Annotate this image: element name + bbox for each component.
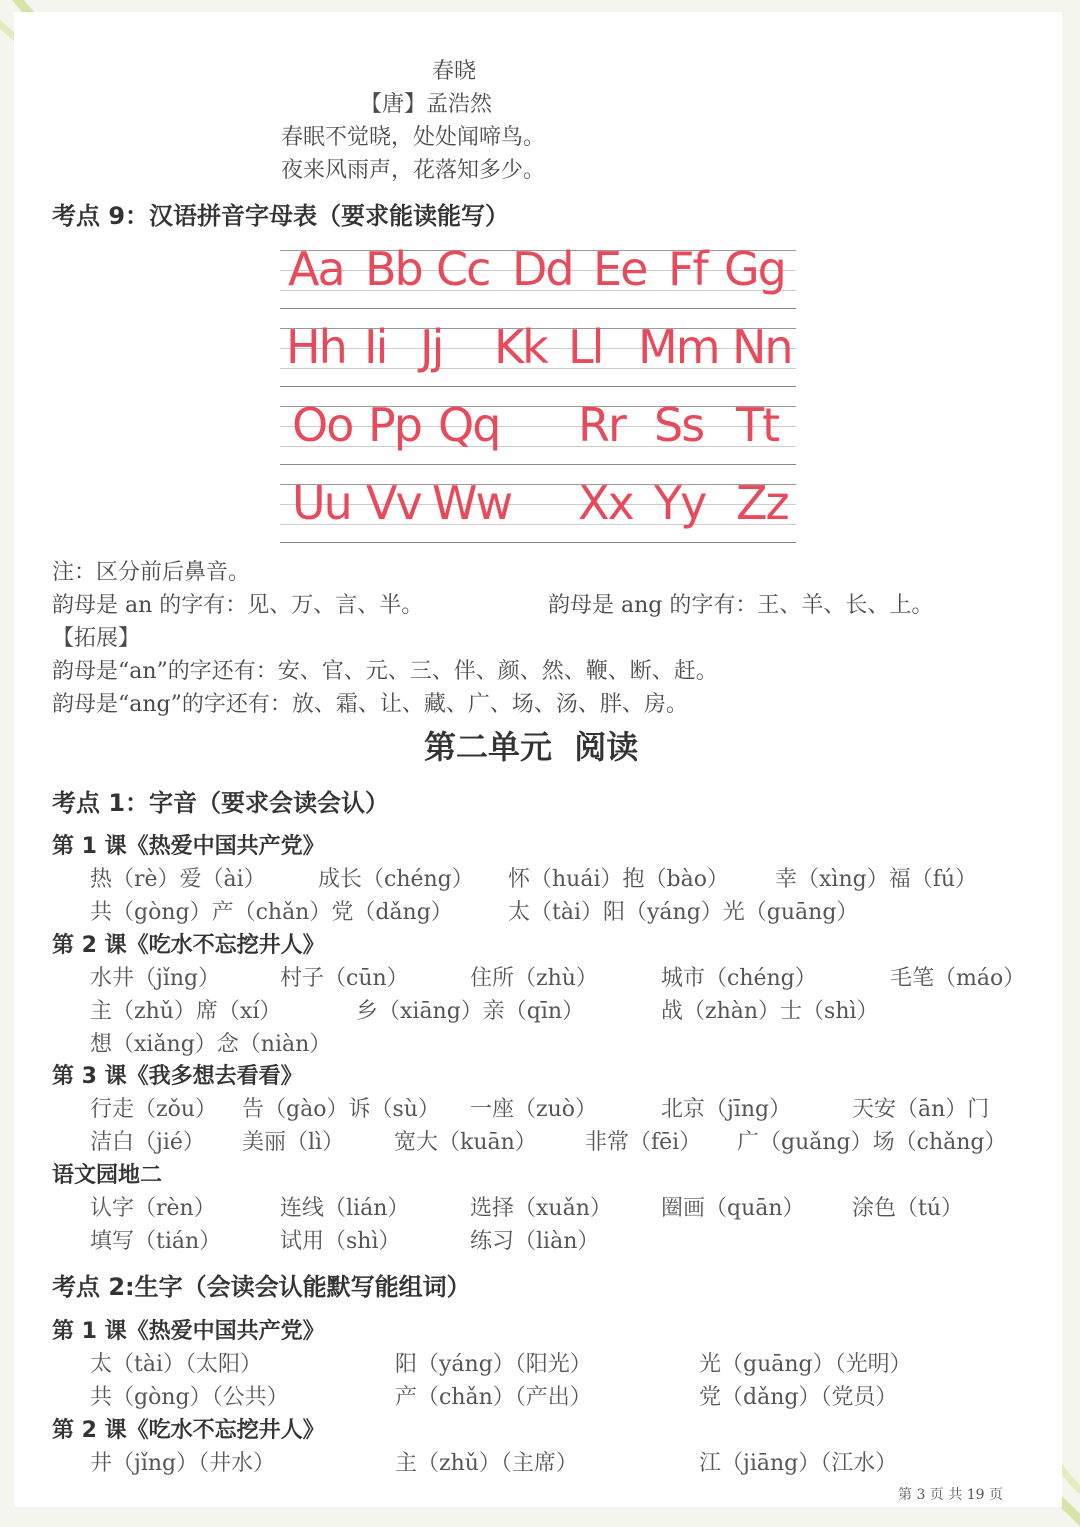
- letter: Ee: [593, 242, 647, 296]
- char-item: 阳（yáng）（阳光）: [395, 1352, 592, 1377]
- char-item: 产（chǎn）（产出）: [395, 1385, 592, 1410]
- letter: Cc: [436, 242, 490, 296]
- letter: Gg: [724, 242, 785, 296]
- kaodian-2-heading: 考点 2:生字（会读会认能默写能组词）: [52, 1273, 471, 1301]
- pinyin-item: 乡（xiāng）亲（qīn）: [356, 999, 585, 1024]
- letter: Pp: [368, 398, 421, 452]
- letter: Mm: [638, 320, 719, 374]
- note-expand-label: 【拓展】: [52, 626, 141, 651]
- lesson-title: 第 2 课《吃水不忘挖井人》: [52, 1418, 325, 1443]
- pinyin-item: 北京（jīng）: [661, 1097, 792, 1122]
- pinyin-item: 认字（rèn）: [90, 1196, 216, 1221]
- poem-line-1: 春眠不觉晓，处处闻啼鸟。: [281, 125, 546, 150]
- pinyin-item: 共（gòng）产（chǎn）党（dǎng）: [90, 900, 453, 925]
- pinyin-item: 太（tài）阳（yáng）光（guāng）: [508, 900, 859, 925]
- pinyin-item: 成长（chéng）: [318, 867, 474, 892]
- pinyin-item: 告（gào）诉（sù）: [242, 1097, 440, 1122]
- alphabet-row-2: [280, 320, 796, 388]
- pinyin-item: 热（rè）爱（ài）: [90, 867, 266, 892]
- char-item: 共（gòng）（公共）: [90, 1385, 289, 1410]
- letter: Dd: [512, 242, 573, 296]
- pinyin-item: 宽大（kuān）: [394, 1130, 537, 1155]
- pinyin-item: 选择（xuǎn）: [470, 1196, 612, 1221]
- letter: Tt: [736, 398, 779, 452]
- letter: Kk: [494, 320, 547, 374]
- pinyin-item: 幸（xìng）福（fú）: [775, 867, 978, 892]
- pinyin-item: 怀（huái）抱（bào）: [508, 867, 729, 892]
- pinyin-item: 战（zhàn）士（shì）: [661, 999, 879, 1024]
- pinyin-item: 村子（cūn）: [280, 966, 409, 991]
- char-item: 主（zhǔ）（主席）: [395, 1451, 578, 1476]
- letter: Bb: [365, 242, 422, 296]
- note-ang-more: 韵母是“ang”的字还有：放、霜、让、藏、广、场、汤、胖、房。: [52, 692, 688, 717]
- char-item: 党（dǎng）（党员）: [699, 1385, 898, 1410]
- pinyin-item: 洁白（jié）: [90, 1130, 205, 1155]
- pinyin-item: 天安（ān）门: [852, 1097, 990, 1122]
- pinyin-item: 想（xiǎng）念（niàn）: [90, 1032, 332, 1057]
- letter: Jj: [420, 320, 443, 374]
- page-number: 第 3 页 共 19 页: [898, 1487, 1003, 1503]
- note-an-more: 韵母是“an”的字还有：安、官、元、三、伴、颜、然、鞭、断、赶。: [52, 659, 718, 684]
- letter: Hh: [286, 320, 346, 374]
- pinyin-item: 试用（shì）: [280, 1229, 401, 1254]
- char-item: 江（jiāng）（江水）: [699, 1451, 898, 1476]
- letter: Aa: [288, 242, 344, 296]
- char-item: 太（tài）（太阳）: [90, 1352, 262, 1377]
- pinyin-item: 城市（chéng）: [661, 966, 817, 991]
- pinyin-item: 连线（lián）: [280, 1196, 410, 1221]
- pinyin-item: 主（zhǔ）席（xí）: [90, 999, 282, 1024]
- letter: Yy: [654, 476, 706, 530]
- lesson-title: 第 2 课《吃水不忘挖井人》: [52, 933, 325, 958]
- char-item: 井（jǐng）（井水）: [90, 1451, 276, 1476]
- note-an: 韵母是 an 的字有：见、万、言、半。: [52, 593, 424, 618]
- poem-author: 【唐】孟浩然: [360, 92, 493, 117]
- pinyin-item: 住所（zhù）: [470, 966, 598, 991]
- letter: Vv: [366, 476, 421, 530]
- lesson-title: 语文园地二: [52, 1163, 163, 1188]
- pinyin-item: 一座（zuò）: [470, 1097, 598, 1122]
- note-ang: 韵母是 ang 的字有：王、羊、长、上。: [548, 593, 934, 618]
- poem-title: 春晓: [432, 59, 477, 84]
- pinyin-item: 涂色（tú）: [852, 1196, 964, 1221]
- pinyin-item: 练习（liàn）: [470, 1229, 600, 1254]
- poem-line-2: 夜来风雨声，花落知多少。: [281, 158, 546, 183]
- letter: Oo: [292, 398, 353, 452]
- letter: Uu: [292, 476, 351, 530]
- note-label: 注：区分前后鼻音。: [52, 560, 251, 585]
- pinyin-item: 填写（tián）: [90, 1229, 222, 1254]
- kaodian-1-heading: 考点 1：字音（要求会读会认）: [52, 789, 390, 817]
- alphabet-row-3: [280, 398, 796, 466]
- letter: Qq: [438, 398, 500, 452]
- letter: Ii: [364, 320, 387, 374]
- alphabet-row-4: [280, 476, 796, 544]
- letter: Rr: [578, 398, 625, 452]
- letter: Ss: [654, 398, 704, 452]
- letter: Zz: [736, 476, 788, 530]
- alphabet-row-1: [280, 242, 796, 310]
- kaodian-9-heading: 考点 9：汉语拼音字母表（要求能读能写）: [52, 202, 510, 230]
- lesson-title: 第 3 课《我多想去看看》: [52, 1064, 303, 1089]
- pinyin-item: 毛笔（máo）: [890, 966, 1026, 991]
- letter: Xx: [578, 476, 633, 530]
- unit-title: 第二单元 阅读: [424, 728, 639, 766]
- letter: Ll: [568, 320, 603, 374]
- lesson-title: 第 1 课《热爱中国共产党》: [52, 1319, 325, 1344]
- pinyin-item: 圈画（quān）: [661, 1196, 805, 1221]
- pinyin-item: 水井（jǐng）: [90, 966, 221, 991]
- pinyin-item: 广（guǎng）场（chǎng）: [737, 1130, 1007, 1155]
- char-item: 光（guāng）（光明）: [699, 1352, 912, 1377]
- letter: Ww: [432, 476, 512, 530]
- letter: Nn: [732, 320, 792, 374]
- pinyin-item: 非常（fēi）: [585, 1130, 702, 1155]
- pinyin-item: 美丽（lì）: [242, 1130, 345, 1155]
- lesson-title: 第 1 课《热爱中国共产党》: [52, 834, 325, 859]
- letter: Ff: [668, 242, 707, 296]
- pinyin-item: 行走（zǒu）: [90, 1097, 218, 1122]
